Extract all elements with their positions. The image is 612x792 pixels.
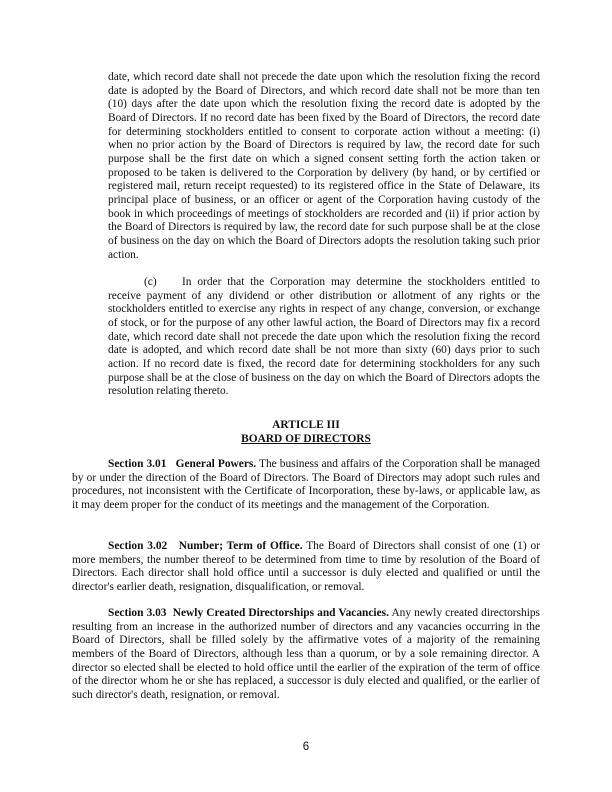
section-text: The business and affairs of the Corporation shall be managed by or under the direction of the Board of Directors. The Board of Directors may adopt such rules and procedures, not inconsistent with the Certificate of Incorporation, these by-laws, or applicable law, as it may deem proper for the conduct of its meetings and the management of the Corporation. — [72, 458, 541, 511]
paragraph-c-text: In order that the Corporation may determine the stockholders entitled to receive payment of any dividend or other distribution or allotment of any rights or the stockholders entitled to exercise any rights in respect of any change, conversion, or exchange of stock, or for the purpose of any other lawful action, the Board of Directors may fix a record date, which record date shall not precede the date upon which the resolution fixing the record date is adopted, and which record date shall be not more than sixty (60) days prior to such action. If no record date is fixed, the record date for determining stockholders for any such purpose shall be at the close of business on the day on which the Board of Directors adopts the resolution relating thereto. — [108, 276, 540, 398]
article-number: ARTICLE III — [272, 419, 340, 431]
section-heading: Newly Created Directorships and Vacancies. — [172, 607, 389, 619]
section-number: Section 3.02 — [108, 540, 168, 552]
paragraph-c-label: (c) — [144, 276, 157, 288]
section-heading: Number; Term of Office. — [178, 540, 303, 552]
section-3-02 — [72, 540, 540, 595]
section-3-01 — [72, 458, 540, 513]
continued-paragraph: date, which record date shall not precede the date upon which the resolution fixing the record date is adopted by the Board of Directors, and which record date shall not be more than ten (10) days after the date upon which the resolution fixing the record date is adopted by the Board of Directors. If no record date has been fixed by the Board of Directors, the record date for determining stockholders entitled to consent to corporate action without a meeting: (i) when no prior action by the Board of Directors is required by law, the record date for such purpose shall be the first date on which a signed consent setting forth the action taken or proposed to be taken is delivered to the Corporation by delivery (by hand, or by certified or registered mail, return receipt requested) to its registered office in the State of Delaware, its principal place of business, or an officer or agent of the Corporation having custody of the book in which proceedings of meetings of stockholders are recorded and (ii) if prior action by the Board of Directors is required by law, the record date for such purpose shall be at the close of business on the day on which the Board of Directors adopts the resolution taking such prior action. — [108, 71, 540, 261]
section-number: Section 3.01 — [108, 458, 167, 470]
paragraph-c — [108, 276, 540, 399]
page-number: 6 — [302, 741, 310, 753]
section-text: The Board of Directors shall consist of one (1) or more members, the number thereof to be determined from time to time by resolution of the Board of Directors. Each director shall hold office until a successor is duly elected and qualified or until the director's earlier death, resignation, disqualification, or removal. — [72, 540, 541, 593]
section-number: Section 3.03 — [108, 607, 167, 619]
section-text: Any newly created directorships resulting from an increase in the authorized number of directors and any vacancies occurring in the Board of Directors, shall be filled solely by the affirmative votes of a majority of the remaining members of the Board of Directors, although less than a quorum, or by a sole remaining director. A director so elected shall be elected to hold office until the earlier of the expiration of the term of office of the director whom he or she has replaced, a successor is duly elected and qualified, or the earlier of such director's death, resignation, or removal. — [72, 607, 540, 701]
article-heading — [0, 418, 612, 446]
article-title: BOARD OF DIRECTORS — [241, 433, 371, 445]
section-3-03 — [72, 607, 540, 703]
section-heading: General Powers. — [175, 458, 257, 470]
